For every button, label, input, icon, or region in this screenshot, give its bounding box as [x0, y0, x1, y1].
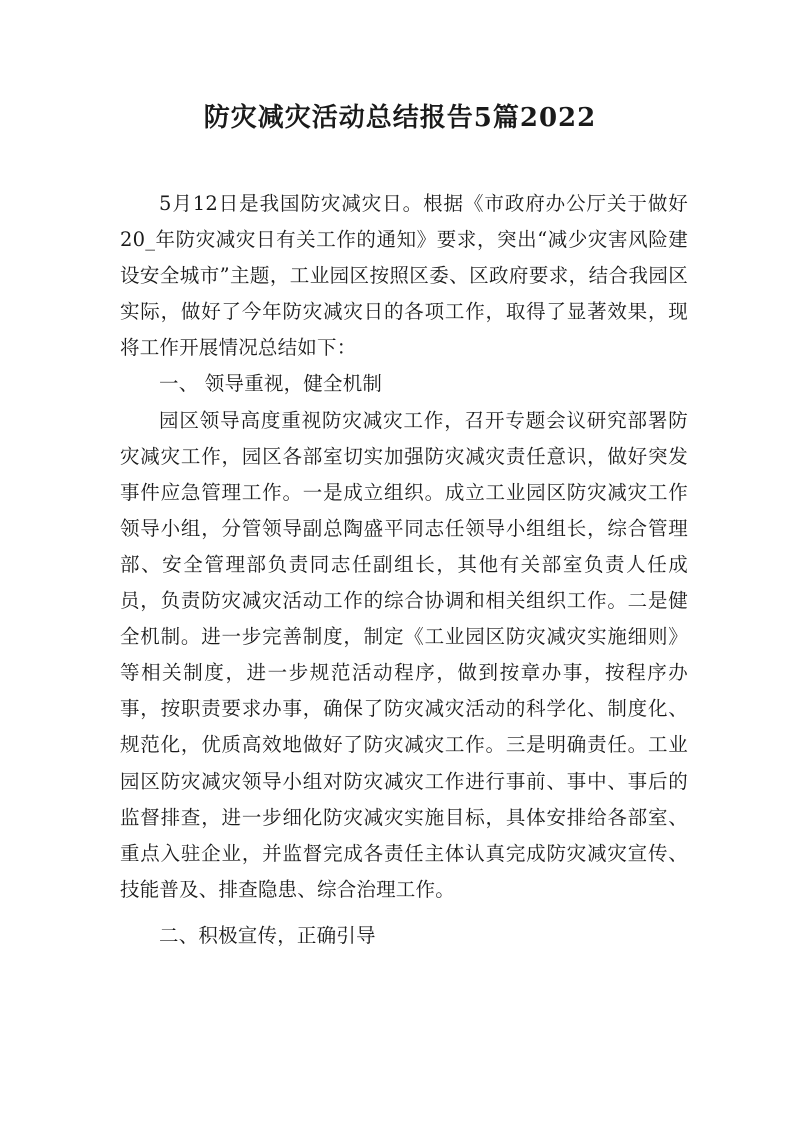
intro-paragraph: 5月12日是我国防灾减灾日。根据《市政府办公厅关于做好20_年防灾减灾日有关工作的通知》要求，突出“减少灾害风险建设安全城市”主题，工业园区按照区委、区政府要求，结合我园区实际，做好了今年防灾减灾日的各项工作，取得了显著效果，现将工作开展情况总结如下： — [120, 192, 688, 360]
section-heading-2: 二、积极宣传，正确引导 — [159, 923, 376, 947]
document-title: 防灾减灾活动总结报告5篇2022 — [203, 103, 597, 133]
section-heading-1: 一、 领导重视，健全机制 — [159, 372, 383, 396]
section-1-paragraph: 园区领导高度重视防灾减灾工作，召开专题会议研究部署防灾减灾工作，园区各部室切实加强防灾减灾责任意识，做好突发事件应急管理工作。一是成立组织。成立工业园区防灾减灾工作领导小组，分管领导副总陶盛平同志任领导小组组长，综合管理部、安全管理部负责同志任副组长，其他有关部室负责人任成员，负责防灾减灾活动工作的综合协调和相关组织工作。二是健全机制。进一步完善制度，制定《工业园区防灾减灾实施细则》等相关制度，进一步规范活动程序，做到按章办事，按程序办事，按职责要求办事，确保了防灾减灾活动的科学化、制度化、规范化，优质高效地做好了防灾减灾工作。三是明确责任。工业园区防灾减灾领导小组对防灾减灾工作进行事前、事中、事后的监督排查，进一步细化防灾减灾实施目标，具体安排给各部室、重点入驻企业，并监督完成各责任主体认真完成防灾减灾宣传、技能普及、排查隐患、综合治理工作。 — [120, 408, 688, 901]
document-body — [120, 186, 688, 954]
paragraph-gap — [120, 908, 688, 918]
